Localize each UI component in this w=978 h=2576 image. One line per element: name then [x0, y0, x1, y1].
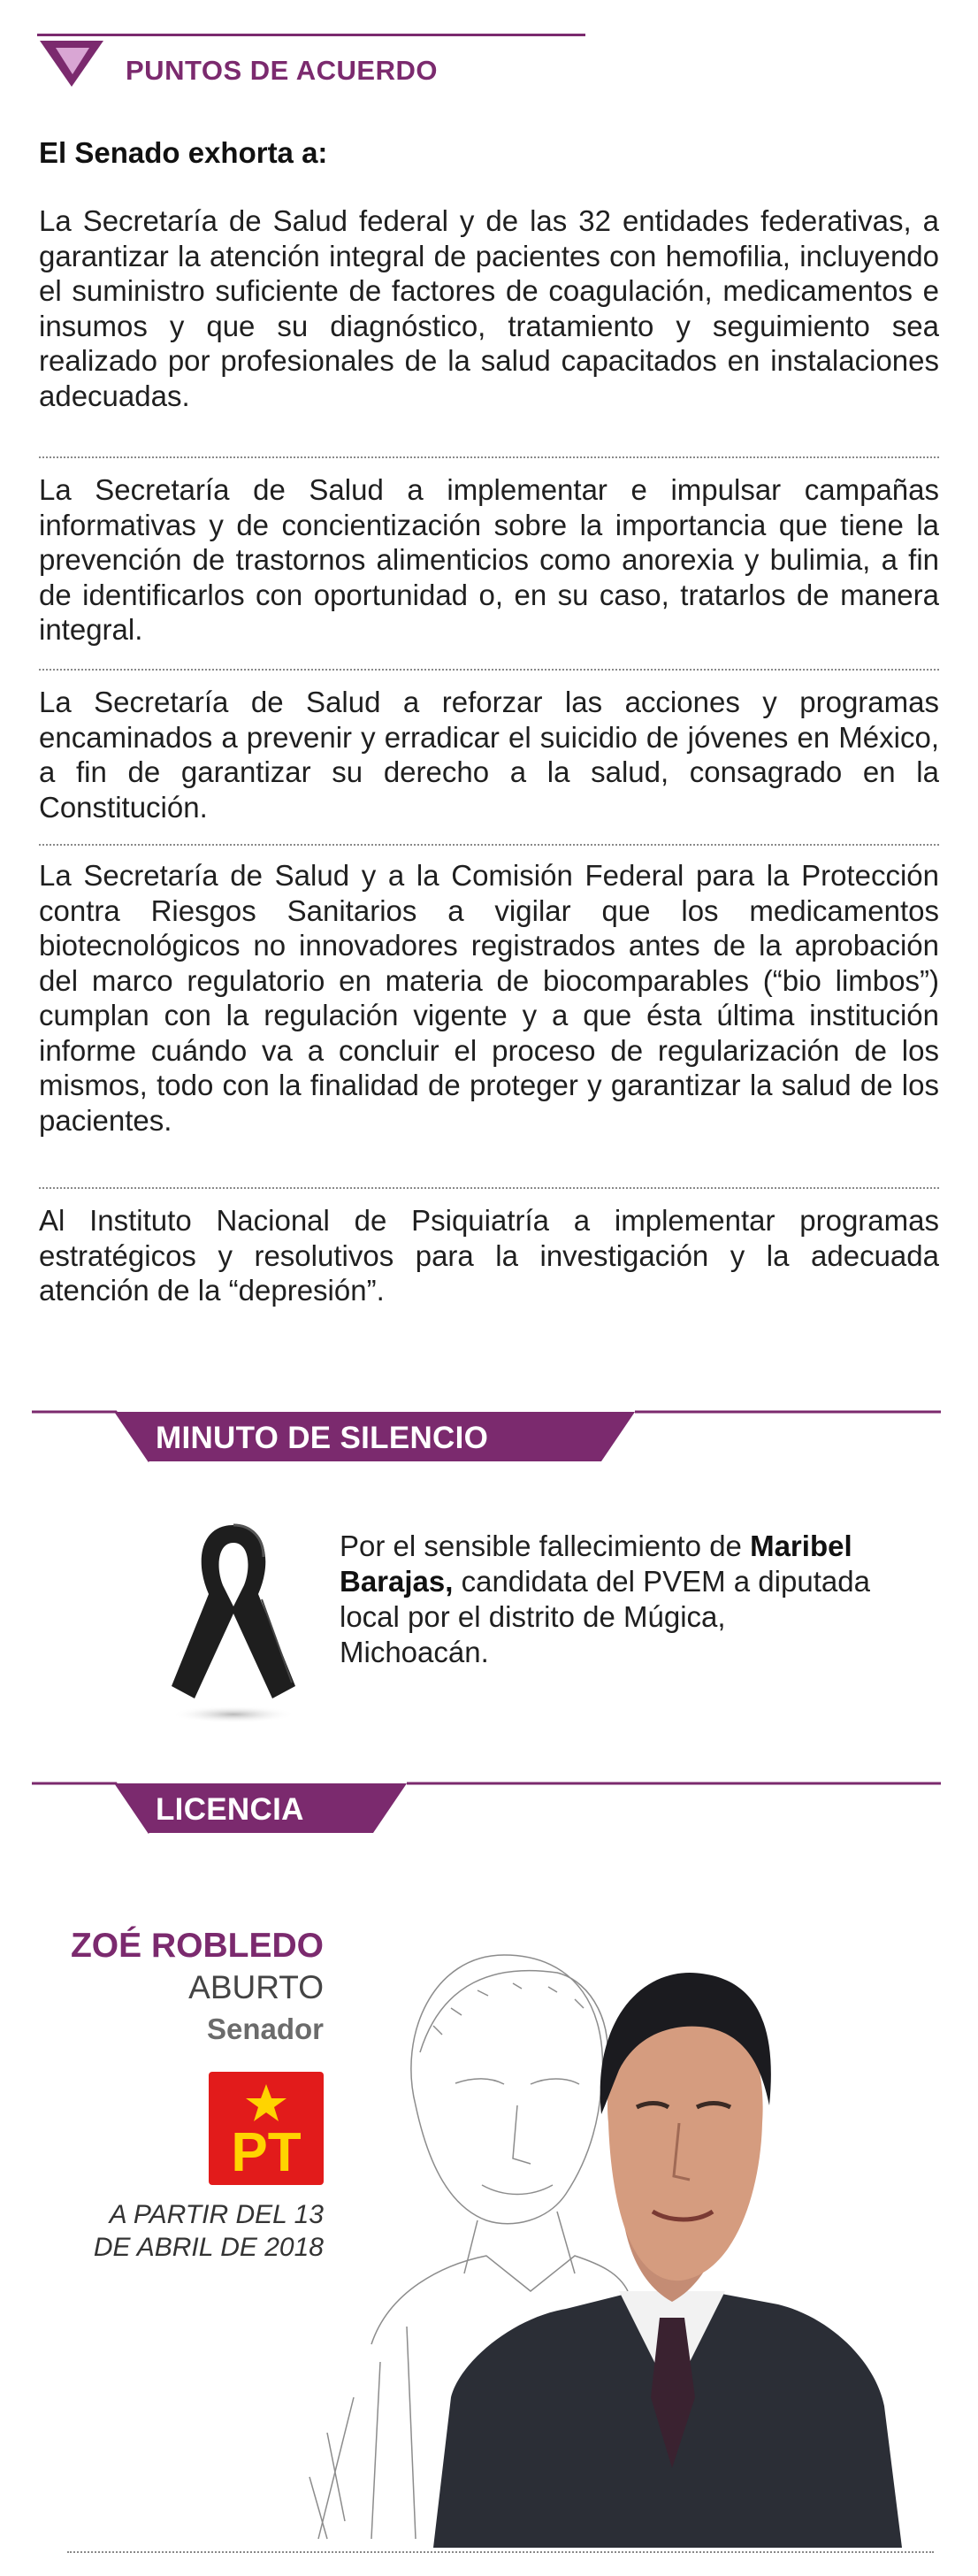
license-date-line-2: DE ABRIL DE 2018 — [93, 2233, 324, 2262]
senator-role: Senador — [206, 2012, 324, 2045]
agreement-paragraph-4: La Secretaría de Salud y a la Comisión Federal para la Protección contra Riesgos Sanitarios a vigilar que los medicamentos biotecnológicos no innovadores registrados antes de la aprobación del marco regulatorio en materia de biocomparables (“bio limbos”) cumplan con la regulación vigente y a que ésta última institución informe cuándo va a concluir el proceso de regularización de los mismos, todo con la finalidad de proteger y garantizar la salud de los pacientes. — [39, 859, 939, 1137]
senator-first-name: ZOÉ ROBLEDO — [70, 1927, 324, 1965]
section-title-licencia: LICENCIA — [156, 1792, 304, 1827]
section-title-minuto-de-silencio: MINUTO DE SILENCIO — [156, 1421, 489, 1455]
agreement-paragraph-5: Al Instituto Nacional de Psiquiatría a implementar programas estratégicos y resolutivos para la investigación y la adecuada atención de la “depresión”. — [39, 1204, 939, 1307]
senator-last-name: ABURTO — [188, 1969, 324, 2005]
silence-text-lead: Por el sensible fallecimiento de — [340, 1530, 751, 1562]
silence-text-tail: candidata del PVEM a diputada local por el distrito de Múgica, Michoacán. — [340, 1565, 870, 1668]
section-title-puntos-de-acuerdo: PUNTOS DE ACUERDO — [126, 55, 438, 86]
senator-portrait-image — [265, 1902, 937, 2548]
section-header-rule — [37, 34, 585, 36]
photo-portrait — [433, 1973, 902, 2548]
agreement-paragraph-3: La Secretaría de Salud a reforzar las acciones y programas encaminados a prevenir y erradicar el suicidio de jóvenes en México, a fin de garantizar su derecho a la salud, consagrado en la Constitución. — [39, 686, 939, 824]
dotted-separator — [39, 844, 939, 846]
section-intro: El Senado exhorta a: — [39, 136, 328, 169]
agreement-paragraph-2: La Secretaría de Salud a implementar e impulsar campañas informativas y de concientización sobre la importancia que tiene la prevención de trastornos alimenticios como anorexia y bulimia, a fin de identificarlos con oportunidad o, en su caso, tratarlos de manera integral. — [39, 473, 939, 646]
silence-statement — [340, 1529, 870, 1670]
agreement-paragraph-1: La Secretaría de Salud federal y de las 32 entidades federativas, a garantizar la atención integral de pacientes con hemofilia, incluyendo el suministro suficiente de factores de coagulación, medicamentos e insumos y que su diagnóstico, tratamiento y seguimiento sea realizado por profesionales de la salud capacitados en instalaciones adecuadas. — [39, 204, 939, 412]
license-date-line-1: A PARTIR DEL 13 — [109, 2200, 324, 2229]
dotted-separator — [39, 669, 939, 671]
pt-logo-text: PT — [231, 2122, 302, 2183]
dotted-separator — [39, 1187, 939, 1189]
mourning-ribbon-icon — [163, 1518, 304, 1730]
bottom-dotted-separator — [67, 2551, 934, 2553]
deceased-name: Maribel Barajas, — [340, 1530, 852, 1598]
dotted-separator — [39, 456, 939, 458]
triangle-marker-icon — [40, 39, 119, 92]
